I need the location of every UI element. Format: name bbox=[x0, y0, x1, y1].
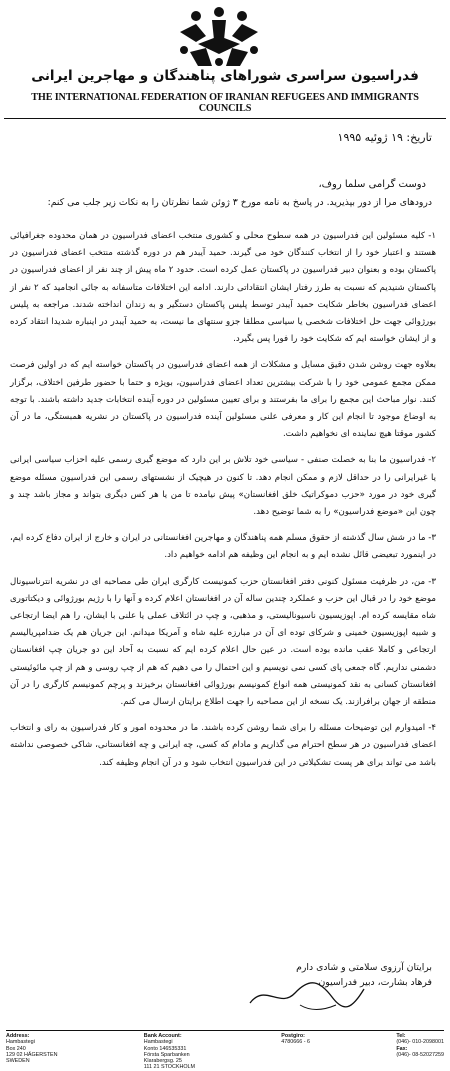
salutation: دوست گرامی سلما روف، bbox=[318, 179, 426, 190]
paragraph-3: ۲- فدراسیون ما بنا به خصلت صنفی - سیاسی خود تلاش بر این دارد که موضع گیری رسمی علیه احزاب سیاسی ایرانی یا غیرایرانی را در حداقل لازم و ممکن انجام دهد. تا کنون در هیچیک از نشستهای رسمی این فدراسیون مسئله موضع گیری خود در مورد «حزب دموکراتیک خلق افغانستان» پیش نیامده تا من یا هر کس دیگری بتواند و مجاز باشد چند و چون این «موضع فدراسیون» را به شما توضیح دهد. bbox=[10, 455, 436, 518]
org-name-english: THE INTERNATIONAL FEDERATION OF IRANIAN REFUGEES AND IMMIGRANTS COUNCILS bbox=[4, 92, 446, 119]
org-name-persian: فدراسیون سراسری شوراهای پناهندگان و مهاجرین ایرانی bbox=[31, 68, 419, 84]
footer-address: Address: Hambastegi Box 240 129 02 HÄGERSTEN SWEDEN bbox=[6, 1033, 58, 1065]
letter-body bbox=[10, 228, 436, 781]
federation-logo bbox=[176, 6, 262, 68]
footer-phone-fax: Tel: (046)- 010-2098001 Fax: (046)- 08-52027259 bbox=[396, 1033, 444, 1058]
intro-line: درودهای مرا از دور بپذیرید. در پاسخ به نامه مورخ ۳ ژوئن شما نظرتان را به نکات زیر جلب می کنم: bbox=[47, 197, 432, 208]
footer-bank-account: Bank Account: Hambastegi Konto 146535331 Första Sparbanken Klarabergsg. 25 111 21 STOCKHOLM bbox=[143, 1033, 196, 1071]
letter-date: تاریخ: ۱۹ ژوئیه ۱۹۹۵ bbox=[337, 131, 432, 144]
paragraph-2: بعلاوه جهت روشن شدن دقیق مسایل و مشکلات از همه اعضای فدراسیون در پاکستان خواسته ایم که در اولین فرصت ممکن مجمع عمومی خود را با شرکت بیشترین تعداد اعضای فدراسیون، بویژه و حتما با حضور طرفین اختلاف، برگزار کنند. نوار مباحث این مجمع را برای ما بفرستند و برای تعیین مسئولین در دوره آینده انتخابات جدید داشته باشند. با توجه به اوضاع موجود تا انجام این کار و معرفی علنی مسئولین آینده فدراسیون در پاکستان در نشریه همبستگی، ما در آن کشور موقتا هیچ نماینده ای نخواهیم داشت. bbox=[10, 360, 436, 440]
closing-wish: برایتان آرزوی سلامتی و شادی دارم bbox=[296, 962, 432, 973]
paragraph-1: ۱- کلیه مسئولین این فدراسیون در همه سطوح محلی و کشوری منتخب اعضای فدراسیون در همان محدوده جغرافیائی هستند و اعتبار خود را از انتخاب کنندگان خود می گیرند. حمید آیبدر هم در دوره گذشته منتخب اعضای فدراسیون در پاکستان بوده و بعنوان دبیر فدراسیون در پاکستان عمل کرده است. حدود ۲ ماه پیش از چند نفر از اعضای فدراسیون در پاکستان شنیدیم که نسبت به طرز رفتار ایشان انتقاداتی دارند. ادامه این اختلافات متاسفانه به جائی انجامید که ۲ نفر از اعضای فدراسیون بخاطر شکایت حمید آیبدر توسط پلیس پاکستان دستگیر و به زندان انداخته شدند. مراجعه به پلیس بورژوائی جهت حل اختلافات شخصی یا سیاسی مطلقا جزو سنتهای ما نیست، به حمید آیبدر در اینباره شدیدا انتقاد کرده و از ایشان خواسته ایم که شکایت خود را فورا پس بگیرد. bbox=[10, 231, 436, 345]
paragraph-6: ۴- امیدوارم این توضیحات مسئله را برای شما روشن کرده باشند. ما در محدوده امور و کار فدراسیون به رای و انتخاب اعضای فدراسیون در هر سطح احترام می گذاریم و مادام که کسی، چه ایرانی و چه افغانستانی، شاکی خصوصی نداشته باشد می تواند برای هر پست تشکیلاتی در این فدراسیون انتخاب شود و در آن انجام وظیفه کند. bbox=[10, 723, 436, 768]
signer-name: فرهاد بشارت، دبیر فدراسیون bbox=[318, 977, 432, 988]
paragraph-4: ۳- ما در شش سال گذشته از حقوق مسلم همه پناهندگان و مهاجرین افغانستانی در ایران و خارج از ایران دفاع کرده ایم، در اینمورد تبعیضی قائل نشده ایم و به انجام این وظیفه هم ادامه خواهیم داد. bbox=[9, 533, 436, 561]
footer-postgiro: Postgiro: 4780666 - 6 bbox=[281, 1033, 311, 1046]
letterhead-footer bbox=[6, 1030, 444, 1071]
handwritten-signature bbox=[240, 975, 370, 1015]
paragraph-5: ۳- من، در ظرفیت مسئول کنونی دفتر افغانستان حزب کمونیست کارگری ایران طی مصاحبه ای در نشریه انترناسیونال موضع خود را در قبال این حزب و عملکرد چندین ساله آن در افغانستان اعلام کرده و آنها را با رژیم بورژوائی و دیکتاتوری شاه مقایسه کرده ام. اپوزیسیون ناسیونالیستی، و مذهبی، و چپ در ائتلاف عملی یا علنی با ایشان، را هم ایضا ارتجاعی و شبیه اپوزیسیون خمینی و شرکای توده ای آن در مبارزه علیه شاه و آمریکا میدانم. این جریان هم یک ضدامپریالیسم ارتجاعی و کاملا عقب مانده بوده است. در عین حال اعلام کرده ایم که نسبت به آحاد این دو جریان چپ افغانستان دشمنی نداریم. گاه جمعی پای کسی نمی نویسیم و این احتمال را می دهیم که هم از چپ روسی و هم از چپ مائوئیستی افغانستان کسانی به نقد کمونیستی همه انواع کمونیسم بورژوائی افغانستان برخیزند و پرچم کمونیسم کارگری را در آن منطقه از جهان برافرازند. یک نسخه از این مصاحبه را جهت اطلاع برایتان ارسال می کنم. bbox=[10, 576, 436, 708]
